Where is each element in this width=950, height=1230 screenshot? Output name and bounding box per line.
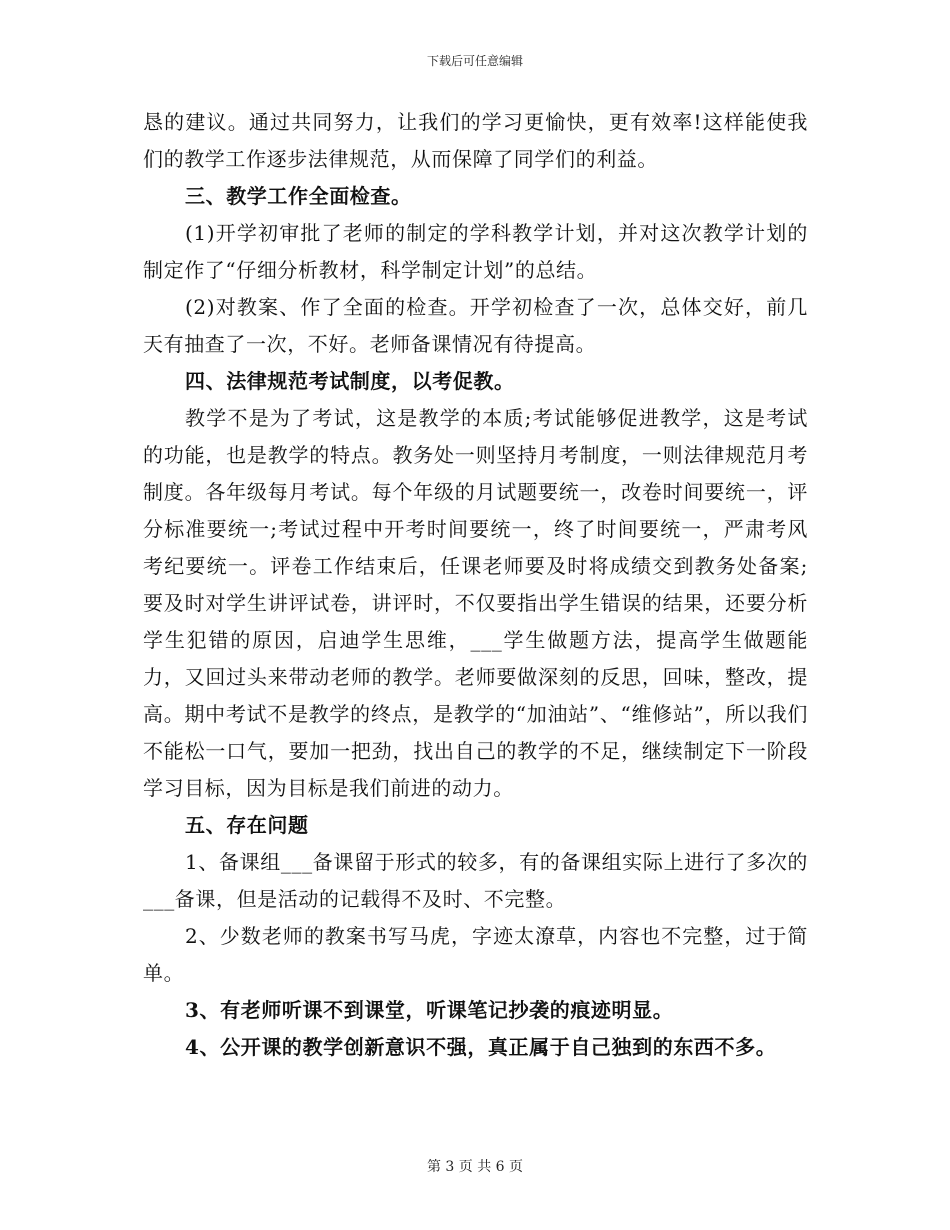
- document-body: [143, 104, 808, 1066]
- paragraph-continuation: 恳的建议。通过共同努力，让我们的学习更愉快，更有效率!这样能使我们的教学工作逐步法律规范，从而保障了同学们的利益。: [143, 110, 808, 171]
- section-heading-3: 三、教学工作全面检查。: [185, 184, 412, 208]
- section-heading-4: 四、法律规范考试制度，以考促教。: [185, 369, 515, 393]
- problem-item-1: 1、备课组___备课留于形式的较多，有的备课组实际上进行了多次的___备课，但是活动的记载得不及时、不完整。: [143, 850, 808, 911]
- problem-item-2: 2、少数老师的教案书写马虎，字迹太潦草，内容也不完整，过于简单。: [143, 924, 808, 985]
- paragraph-item-1: (1)开学初审批了老师的制定的学科教学计划，并对这次教学计划的制定作了“仔细分析教材，科学制定计划”的总结。: [143, 221, 808, 282]
- section-heading-5: 五、存在问题: [185, 813, 309, 837]
- problem-item-3: 3、有老师听课不到课堂，听课笔记抄袭的痕迹明显。: [185, 998, 674, 1022]
- problem-item-4: 4、公开课的教学创新意识不强，真正属于自己独到的东西不多。: [185, 1035, 777, 1059]
- paragraph-item-2: (2)对教案、作了全面的检查。开学初检查了一次，总体交好，前几天有抽查了一次，不好。老师备课情况有待提高。: [143, 295, 808, 356]
- page-number: 第 3 页 共 6 页: [426, 1159, 524, 1175]
- page-header-note: 下载后可任意编辑: [426, 54, 523, 68]
- paragraph-exam-policy: 教学不是为了考试，这是教学的本质;考试能够促进教学，这是考试的功能，也是教学的特点。教务处一则坚持月考制度，一则法律规范月考制度。各年级每月考试。每个年级的月试题要统一，改卷时间要统一，评分标准要统一;考试过程中开考时间要统一，终了时间要统一，严肃考风考纪要统一。评卷工作结束后，任课老师要及时将成绩交到教务处备案;要及时对学生讲评试卷，讲评时，不仅要指出学生错误的结果，还要分析学生犯错的原因，启迪学生思维，___学生做题方法，提高学生做题能力，又回过头来带动老师的教学。老师要做深刻的反思，回味，整改，提高。期中考试不是教学的终点，是教学的“加油站”、“维修站”，所以我们不能松一口气，要加一把劲，找出自己的教学的不足，继续制定下一阶段学习目标，因为目标是我们前进的动力。: [143, 406, 809, 800]
